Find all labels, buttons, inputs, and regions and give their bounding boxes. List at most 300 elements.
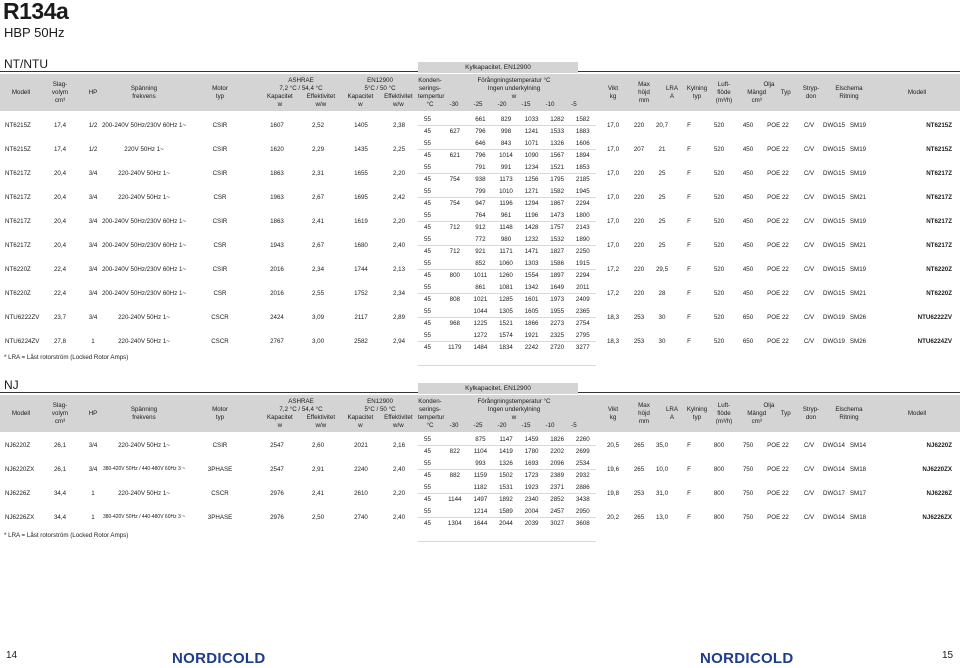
- cell-el: DWG15: [822, 169, 845, 177]
- cell-vikt: 17,0: [606, 169, 620, 177]
- cell-modell2: NJ6226ZX: [922, 513, 952, 521]
- cell-capacity: 998: [500, 127, 512, 135]
- col-luftflode-line: flöde: [717, 88, 731, 96]
- col-luftflode-line: flöde: [717, 409, 731, 417]
- cell-capacity: 882: [449, 471, 460, 479]
- cell-capacity: 646: [475, 139, 486, 147]
- cell-kyl: F: [687, 241, 691, 249]
- cell-modell: NT6220Z: [5, 289, 31, 297]
- cell-aw: 2547: [270, 441, 284, 449]
- subrow-55: [418, 138, 596, 150]
- cell-capacity: 1011: [473, 271, 488, 279]
- cell-lra: 10,0: [655, 465, 669, 473]
- col-motor-line: Motor: [212, 405, 228, 413]
- cell-motor: CSIR: [212, 145, 228, 153]
- cell-hojd: 265: [633, 513, 645, 521]
- cell-capacity: 1531: [499, 483, 513, 491]
- cell-hp: 3/4: [88, 465, 98, 473]
- col-lra-line: A: [669, 413, 675, 421]
- cell-capacity: 1182: [473, 483, 488, 491]
- col-kondensering-line: serings-: [418, 405, 441, 413]
- cell-capacity: 843: [500, 139, 512, 147]
- page-number-right: 15: [942, 650, 954, 661]
- cell-capacity: 621: [449, 151, 460, 159]
- cell-capacity: 1419: [499, 447, 513, 455]
- cell-capacity: 1649: [550, 283, 565, 291]
- cell-kondensering: 45: [424, 447, 431, 455]
- cell-span: 380-420V 50Hz / 440-480V 60Hz 3 ~: [102, 514, 186, 520]
- col-slagvolym-line: cm³: [54, 96, 66, 104]
- col-ashrae: [260, 395, 342, 432]
- cell-span: 200-240V 50Hz/230V 60Hz 1~: [101, 217, 187, 225]
- subrow-55: [418, 114, 596, 126]
- cell-capacity: 2294: [575, 199, 590, 207]
- olja-typ: [781, 410, 791, 426]
- cell-rit: SM19: [849, 217, 867, 225]
- cell-stryp: C/V: [803, 313, 815, 321]
- col-forang-line: w: [511, 92, 517, 100]
- col-strypdon-line: don: [805, 413, 817, 421]
- cell-ew: 1405: [354, 121, 368, 129]
- col-ashrae-line: ASHRAE: [288, 397, 314, 405]
- cell-capacity: 1780: [524, 447, 539, 455]
- subrow-55: [418, 506, 596, 518]
- cell-lra: 28: [658, 289, 666, 297]
- cell-mangd: 450: [742, 193, 754, 201]
- subrow-55: [418, 434, 596, 446]
- cell-capacity: 2340: [524, 495, 539, 503]
- col-lra: [658, 395, 686, 432]
- temp-label: -30: [449, 100, 459, 108]
- cell-eww: 2,40: [392, 513, 406, 521]
- cell-vikt: 17,0: [606, 193, 620, 201]
- cell-kyl: F: [687, 289, 691, 297]
- cell-span: 220-240V 50Hz 1~: [118, 489, 170, 497]
- cell-stryp: C/V: [803, 289, 815, 297]
- col-slagvolym-line: cm³: [54, 417, 66, 425]
- cell-capacity: 772: [475, 235, 486, 243]
- cell-modell: NJ6226ZX: [5, 513, 35, 521]
- cell-capacity: 1232: [524, 235, 539, 243]
- cell-capacity: [442, 210, 468, 222]
- subrow-55: [418, 282, 596, 294]
- col-modell-right: [874, 74, 960, 111]
- col-luftflode-line: (m³/h): [715, 417, 733, 425]
- cell-modell2: NJ6226Z: [926, 489, 952, 497]
- cell-capacity: 712: [449, 223, 460, 231]
- subrow-45: [418, 294, 596, 306]
- cell-vikt: 19,6: [606, 465, 620, 473]
- cell-ew: 2117: [354, 313, 368, 321]
- col-elschema: [824, 395, 874, 432]
- col-spanning-line: Spänning: [130, 84, 158, 92]
- cell-eww: 2,89: [392, 313, 406, 321]
- cell-capacity: 1241: [524, 127, 539, 135]
- cell-ew: 2582: [354, 337, 368, 345]
- cell-el: DWG17: [822, 489, 845, 497]
- cell-rit: SM19: [849, 145, 867, 153]
- cell-modell2: NT6217Z: [926, 193, 952, 201]
- cell-capacity: 2365: [575, 307, 590, 315]
- col-motor-line: Motor: [212, 84, 228, 92]
- cell-capacity: 1574: [499, 331, 513, 339]
- cell-capacity: 2242: [524, 343, 539, 351]
- unit-line: Kapacitet: [347, 413, 374, 421]
- cell-vikt: 20,5: [606, 441, 620, 449]
- col-modell: [0, 395, 42, 432]
- cell-capacity: [442, 282, 468, 294]
- cell-mangd: 750: [742, 489, 754, 497]
- col-kondensering: [418, 74, 445, 111]
- cell-capacity: [442, 458, 468, 470]
- cell-hp: 3/4: [88, 241, 98, 249]
- col-slagvolym: [42, 74, 78, 111]
- cell-olja: POE 22: [767, 169, 789, 177]
- nordicold-logo: NORDICOLD: [172, 650, 266, 667]
- cell-aww: 3,00: [311, 337, 325, 345]
- col-modell: [0, 74, 42, 111]
- col-elschema-line: Ritning: [839, 92, 859, 100]
- cell-hojd: 265: [633, 441, 645, 449]
- cell-capacity: 627: [449, 127, 460, 135]
- cell-mangd: 450: [742, 265, 754, 273]
- cell-capacity: 1693: [524, 459, 539, 467]
- cell-capacity: 661: [475, 115, 486, 123]
- cell-aww: 3,09: [311, 313, 325, 321]
- cell-capacity: 1196: [524, 211, 539, 219]
- cell-stryp: C/V: [803, 337, 815, 345]
- cell-el: DWG15: [822, 121, 845, 129]
- cell-modell2: NTU6224ZV: [917, 337, 952, 345]
- cell-eww: 2,20: [392, 169, 406, 177]
- cell-kondensering: 55: [424, 459, 431, 467]
- cell-hojd: 220: [633, 289, 645, 297]
- cell-capacity: 1459: [524, 435, 539, 443]
- col-olja: [740, 395, 798, 432]
- subrow-55: [418, 482, 596, 494]
- cell-mangd: 450: [742, 121, 754, 129]
- col-kylning-line: typ: [692, 413, 702, 421]
- cell-capacity: 754: [449, 175, 460, 183]
- subrow-55: [418, 210, 596, 222]
- cell-capacity: 1305: [499, 307, 513, 315]
- cell-lra: 25: [658, 217, 666, 225]
- cell-kondensering: 45: [424, 127, 431, 135]
- cell-capacity: 2096: [550, 459, 565, 467]
- cell-eww: 2,38: [392, 121, 406, 129]
- cell-capacity: 796: [475, 127, 486, 135]
- cell-stryp: C/V: [803, 193, 815, 201]
- cell-capacity: 1567: [550, 151, 565, 159]
- col-ashrae-units: [260, 93, 342, 109]
- col-strypdon-line: Stryp-: [802, 84, 820, 92]
- cell-capacity: 1147: [499, 435, 513, 443]
- subrow-45: [418, 270, 596, 282]
- cell-capacity: 1214: [473, 507, 488, 515]
- cell-vikt: 17,2: [606, 265, 620, 273]
- cell-kondensering: 45: [424, 223, 431, 231]
- cell-kondensering: 55: [424, 187, 431, 195]
- cell-aw: 2547: [270, 465, 284, 473]
- temp-row: [442, 422, 586, 430]
- cell-capacity: 1471: [524, 247, 539, 255]
- cell-hojd: 220: [633, 217, 645, 225]
- cell-el: DWG15: [822, 193, 845, 201]
- col-kondensering-line: tempertur: [418, 92, 445, 100]
- cell-capacity: 1892: [499, 495, 513, 503]
- cell-capacity: [442, 162, 468, 174]
- cell-capacity: 993: [475, 459, 486, 467]
- col-kylning-line: Kylning: [686, 84, 708, 92]
- table-header: [0, 395, 960, 432]
- cell-lra: 35,0: [655, 441, 669, 449]
- cell-eww: 2,16: [392, 441, 406, 449]
- cell-motor: CSR: [213, 193, 227, 201]
- col-kondensering: [418, 395, 445, 432]
- cell-lra: 30: [658, 313, 666, 321]
- cell-capacity: 1955: [550, 307, 565, 315]
- cell-capacity: 791: [475, 163, 486, 171]
- cell-slag: 20,4: [53, 169, 67, 177]
- col-motor: [180, 395, 260, 432]
- cell-aww: 2,91: [311, 465, 325, 473]
- col-maxhojd-line: Max: [638, 80, 650, 88]
- col-en-line: 5°C / 50 °C: [364, 84, 396, 92]
- cell-olja: POE 22: [767, 489, 789, 497]
- olja-units: [740, 410, 798, 426]
- cell-capacity: [442, 306, 468, 318]
- cell-rit: SM18: [849, 513, 867, 521]
- cell-capacity: 1159: [473, 471, 488, 479]
- cell-capacity: 1532: [550, 235, 565, 243]
- cell-capacity: 1586: [550, 259, 565, 267]
- cell-olja: POE 22: [767, 465, 789, 473]
- cell-stryp: C/V: [803, 241, 815, 249]
- cell-hp: 1: [91, 513, 95, 521]
- cell-aw: 2424: [270, 313, 284, 321]
- cell-capacity: 3438: [575, 495, 590, 503]
- cell-kyl: F: [687, 121, 691, 129]
- unit-col: [307, 414, 335, 430]
- cell-luft: 520: [713, 265, 725, 273]
- cell-lra: 25: [658, 241, 666, 249]
- cell-capacity: 2457: [550, 507, 565, 515]
- cell-capacity: 1890: [575, 235, 590, 243]
- cell-kyl: F: [687, 489, 691, 497]
- col-en-line: EN12900: [367, 397, 393, 405]
- cell-olja: POE 22: [767, 313, 789, 321]
- cell-modell2: NJ6220ZX: [922, 465, 952, 473]
- cell-luft: 520: [713, 217, 725, 225]
- unit-line: Effektivitet: [384, 413, 413, 421]
- cell-kyl: F: [687, 465, 691, 473]
- cell-capacity: 2044: [499, 519, 513, 527]
- cell-span: 200-240V 50Hz/230V 60Hz 1~: [101, 289, 187, 297]
- col-spanning: [108, 395, 180, 432]
- cell-capacity: 1606: [575, 139, 590, 147]
- cell-olja: POE 22: [767, 441, 789, 449]
- cell-capacity: 1757: [550, 223, 565, 231]
- cell-kondensering: 45: [424, 295, 431, 303]
- cell-stryp: C/V: [803, 145, 815, 153]
- cell-kondensering: 45: [424, 319, 431, 327]
- col-slagvolym: [42, 395, 78, 432]
- cell-hp: 3/4: [88, 217, 98, 225]
- col-hp: [78, 74, 108, 111]
- cell-kondensering: 55: [424, 235, 431, 243]
- col-modell-right: [874, 395, 960, 432]
- cell-hp: 3/4: [88, 265, 98, 273]
- unit-line: Effektivitet: [306, 92, 336, 100]
- cell-capacity: 2004: [524, 507, 539, 515]
- cell-capacity: 2886: [575, 483, 590, 491]
- cell-modell2: NT6220Z: [926, 265, 952, 273]
- subrow-55: [418, 162, 596, 174]
- cell-kyl: F: [687, 217, 691, 225]
- cell-capacity: 1326: [499, 459, 513, 467]
- subrow-45: [418, 246, 596, 258]
- temp-label: -10: [545, 100, 555, 108]
- col-olja: [740, 74, 798, 111]
- cell-olja: POE 22: [767, 289, 789, 297]
- cell-slag: 20,4: [53, 217, 67, 225]
- cell-span: 380-420V 50Hz / 440-480V 60Hz 3 ~: [102, 466, 186, 472]
- unit-line: w/w: [315, 100, 327, 108]
- col-luftflode: [708, 74, 740, 111]
- cell-kondensering: 55: [424, 483, 431, 491]
- cell-modell: NTU6224ZV: [5, 337, 40, 345]
- cell-capacity: 1234: [524, 163, 539, 171]
- cell-hp: 3/4: [88, 289, 98, 297]
- cell-capacity: 1484: [473, 343, 488, 351]
- col-ashrae-units: [260, 414, 342, 430]
- cell-capacity: 2260: [575, 435, 590, 443]
- lra-footnote: * LRA = Låst rotorström (Locked Rotor Amps): [4, 354, 129, 361]
- cell-aw: 1607: [270, 121, 284, 129]
- cell-capacity: 2720: [550, 343, 565, 351]
- col-luftflode-line: Luft-: [717, 401, 731, 409]
- cell-eww: 2,42: [392, 193, 406, 201]
- unit-line: w: [277, 421, 283, 429]
- cell-ew: 2610: [354, 489, 368, 497]
- col-lra-line: LRA: [665, 405, 679, 413]
- subrow-55: [418, 330, 596, 342]
- cell-capacity: [442, 114, 468, 126]
- cell-capacity: 1897: [550, 271, 565, 279]
- cell-mangd: 450: [742, 145, 754, 153]
- cell-capacity: 3027: [550, 519, 565, 527]
- temp-label: -15: [521, 421, 531, 429]
- cell-kondensering: 55: [424, 283, 431, 291]
- cell-modell2: NT6215Z: [926, 121, 952, 129]
- unit-line: Typ: [780, 409, 791, 417]
- cell-kondensering: 55: [424, 435, 431, 443]
- col-modell-line: Modell: [11, 88, 31, 96]
- cell-hojd: 207: [633, 145, 645, 153]
- col-kondensering-line: tempertur: [418, 413, 445, 421]
- cell-capacity: 2932: [575, 471, 590, 479]
- cell-luft: 520: [713, 193, 725, 201]
- cell-capacity: 1554: [524, 271, 539, 279]
- cell-lra: 29,5: [655, 265, 669, 273]
- col-motor-line: typ: [215, 413, 225, 421]
- cell-capacity: 1521: [550, 163, 565, 171]
- cell-capacity: 1867: [550, 199, 565, 207]
- col-en-units: [342, 414, 418, 430]
- subrow-45: [418, 342, 596, 354]
- cell-lra: 25: [658, 193, 666, 201]
- cell-capacity: 1021: [473, 295, 488, 303]
- cell-slag: 23,7: [53, 313, 67, 321]
- cell-luft: 520: [713, 121, 725, 129]
- cell-capacity: 2011: [576, 283, 590, 291]
- cell-lra: 21: [658, 145, 666, 153]
- cell-stryp: C/V: [803, 513, 815, 521]
- cell-motor: CSIR: [212, 121, 228, 129]
- cell-motor: CSCR: [211, 313, 229, 321]
- cell-aw: 2016: [270, 265, 284, 273]
- col-kylning: [686, 395, 708, 432]
- cell-el: DWG19: [822, 337, 845, 345]
- col-vikt-line: Vikt: [607, 84, 619, 92]
- cell-capacity: 800: [449, 271, 460, 279]
- cell-kondensering: 55: [424, 307, 431, 315]
- subrow-45: [418, 198, 596, 210]
- cell-eww: 2,40: [392, 465, 406, 473]
- col-maxhojd-line: höjd: [638, 409, 650, 417]
- cell-capacity: 1533: [550, 127, 565, 135]
- cell-vikt: 20,2: [606, 513, 620, 521]
- cell-kondensering: 45: [424, 175, 431, 183]
- cell-capacity: 912: [475, 223, 486, 231]
- cell-slag: 26,1: [53, 465, 67, 473]
- temp-label: -20: [497, 421, 507, 429]
- cell-eww: 2,94: [392, 337, 406, 345]
- cell-capacity: 2143: [575, 223, 590, 231]
- col-elschema: [824, 74, 874, 111]
- cell-kondensering: 45: [424, 343, 431, 351]
- cell-capacity: 1800: [575, 211, 590, 219]
- cell-span: 220-240V 50Hz 1~: [118, 169, 170, 177]
- cell-olja: POE 22: [767, 241, 789, 249]
- nordicold-logo: NORDICOLD: [700, 650, 794, 667]
- col-lra: [658, 74, 686, 111]
- cell-capacity: 1260: [499, 271, 513, 279]
- col-modell-right-line: Modell: [907, 88, 927, 96]
- cell-slag: 17,4: [53, 121, 67, 129]
- temp-label: -25: [473, 100, 483, 108]
- section-title-nj: NJ: [4, 378, 19, 392]
- unit-col: [267, 414, 293, 430]
- cell-capacity: 875: [475, 435, 486, 443]
- cell-stryp: C/V: [803, 465, 815, 473]
- cell-capacity: 961: [500, 211, 512, 219]
- cell-span: 200-240V 50Hz/230V 60Hz 1~: [101, 265, 187, 273]
- cell-mangd: 650: [742, 313, 754, 321]
- cell-el: DWG15: [822, 289, 845, 297]
- cell-capacity: 1303: [524, 259, 539, 267]
- col-maxhojd: [630, 395, 658, 432]
- cell-el: DWG15: [822, 145, 845, 153]
- subrow-45: [418, 318, 596, 330]
- col-strypdon-line: don: [805, 92, 817, 100]
- cell-span: 200-240V 50Hz/230V 60Hz 1~: [101, 121, 187, 129]
- unit-line: w/w: [393, 100, 404, 108]
- cell-hojd: 265: [633, 465, 645, 473]
- cell-hp: 3/4: [88, 193, 98, 201]
- cell-capacity: 2185: [575, 175, 590, 183]
- cell-ew: 1619: [354, 217, 368, 225]
